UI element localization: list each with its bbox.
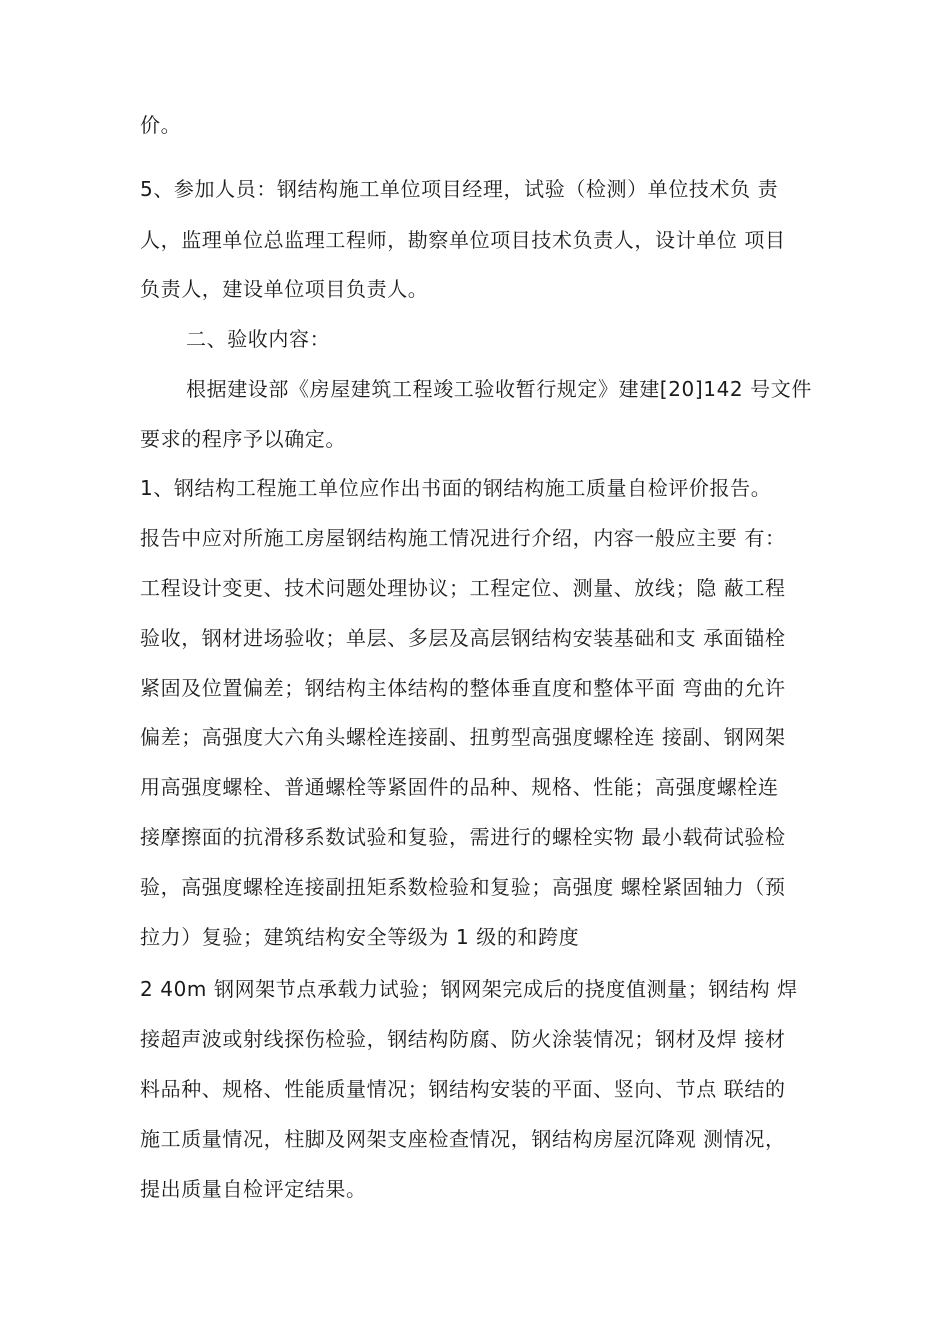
text-line: 1、钢结构工程施工单位应作出书面的钢结构施工质量自检评价报告。 bbox=[140, 476, 772, 500]
text-line: 人，监理单位总监理工程师，勘察单位项目技术负责人，设计单位 项目 bbox=[140, 228, 786, 252]
text-line: 价。 bbox=[140, 113, 182, 137]
section-heading: 二、验收内容： bbox=[186, 327, 331, 351]
text-line: 接超声波或射线探伤检验，钢结构防腐、防火涂装情况；钢材及焊 接材 bbox=[140, 1027, 786, 1051]
text-line: 拉力）复验；建筑结构安全等级为 1 级的和跨度 bbox=[140, 925, 580, 949]
text-line: 工程设计变更、技术问题处理协议；工程定位、测量、放线；隐 蔽工程 bbox=[140, 576, 786, 600]
text-line: 紧固及位置偏差；钢结构主体结构的整体垂直度和整体平面 弯曲的允许 bbox=[140, 676, 786, 700]
text-line: 偏差；高强度大六角头螺栓连接副、扭剪型高强度螺栓连 接副、钢网架 bbox=[140, 725, 786, 749]
text-line: 验，高强度螺栓连接副扭矩系数检验和复验；高强度 螺栓紧固轴力（预 bbox=[140, 875, 786, 899]
text-line: 接摩擦面的抗滑移系数试验和复验，需进行的螺栓实物 最小载荷试验检 bbox=[140, 825, 786, 849]
text-line: 料品种、规格、性能质量情况；钢结构安装的平面、竖向、节点 联结的 bbox=[140, 1077, 786, 1101]
text-line: 报告中应对所施工房屋钢结构施工情况进行介绍，内容一般应主要 有： bbox=[140, 526, 786, 550]
text-line: 根据建设部《房屋建筑工程竣工验收暂行规定》建建[20]142 号文件 bbox=[186, 377, 812, 401]
text-line: 负责人，建设单位项目负责人。 bbox=[140, 277, 429, 301]
text-line: 用高强度螺栓、普通螺栓等紧固件的品种、规格、性能；高强度螺栓连 bbox=[140, 775, 779, 799]
text-line: 施工质量情况，柱脚及网架支座检查情况，钢结构房屋沉降观 测情况， bbox=[140, 1127, 786, 1151]
text-line: 5、参加人员：钢结构施工单位项目经理，试验（检测）单位技术负 责 bbox=[140, 177, 779, 201]
text-line: 提出质量自检评定结果。 bbox=[140, 1177, 367, 1201]
text-line: 要求的程序予以确定。 bbox=[140, 427, 346, 451]
text-line: 验收，钢材进场验收；单层、多层及高层钢结构安装基础和支 承面锚栓 bbox=[140, 626, 786, 650]
text-line: 2 40m 钢网架节点承载力试验；钢网架完成后的挠度值测量；钢结构 焊 bbox=[140, 977, 798, 1001]
